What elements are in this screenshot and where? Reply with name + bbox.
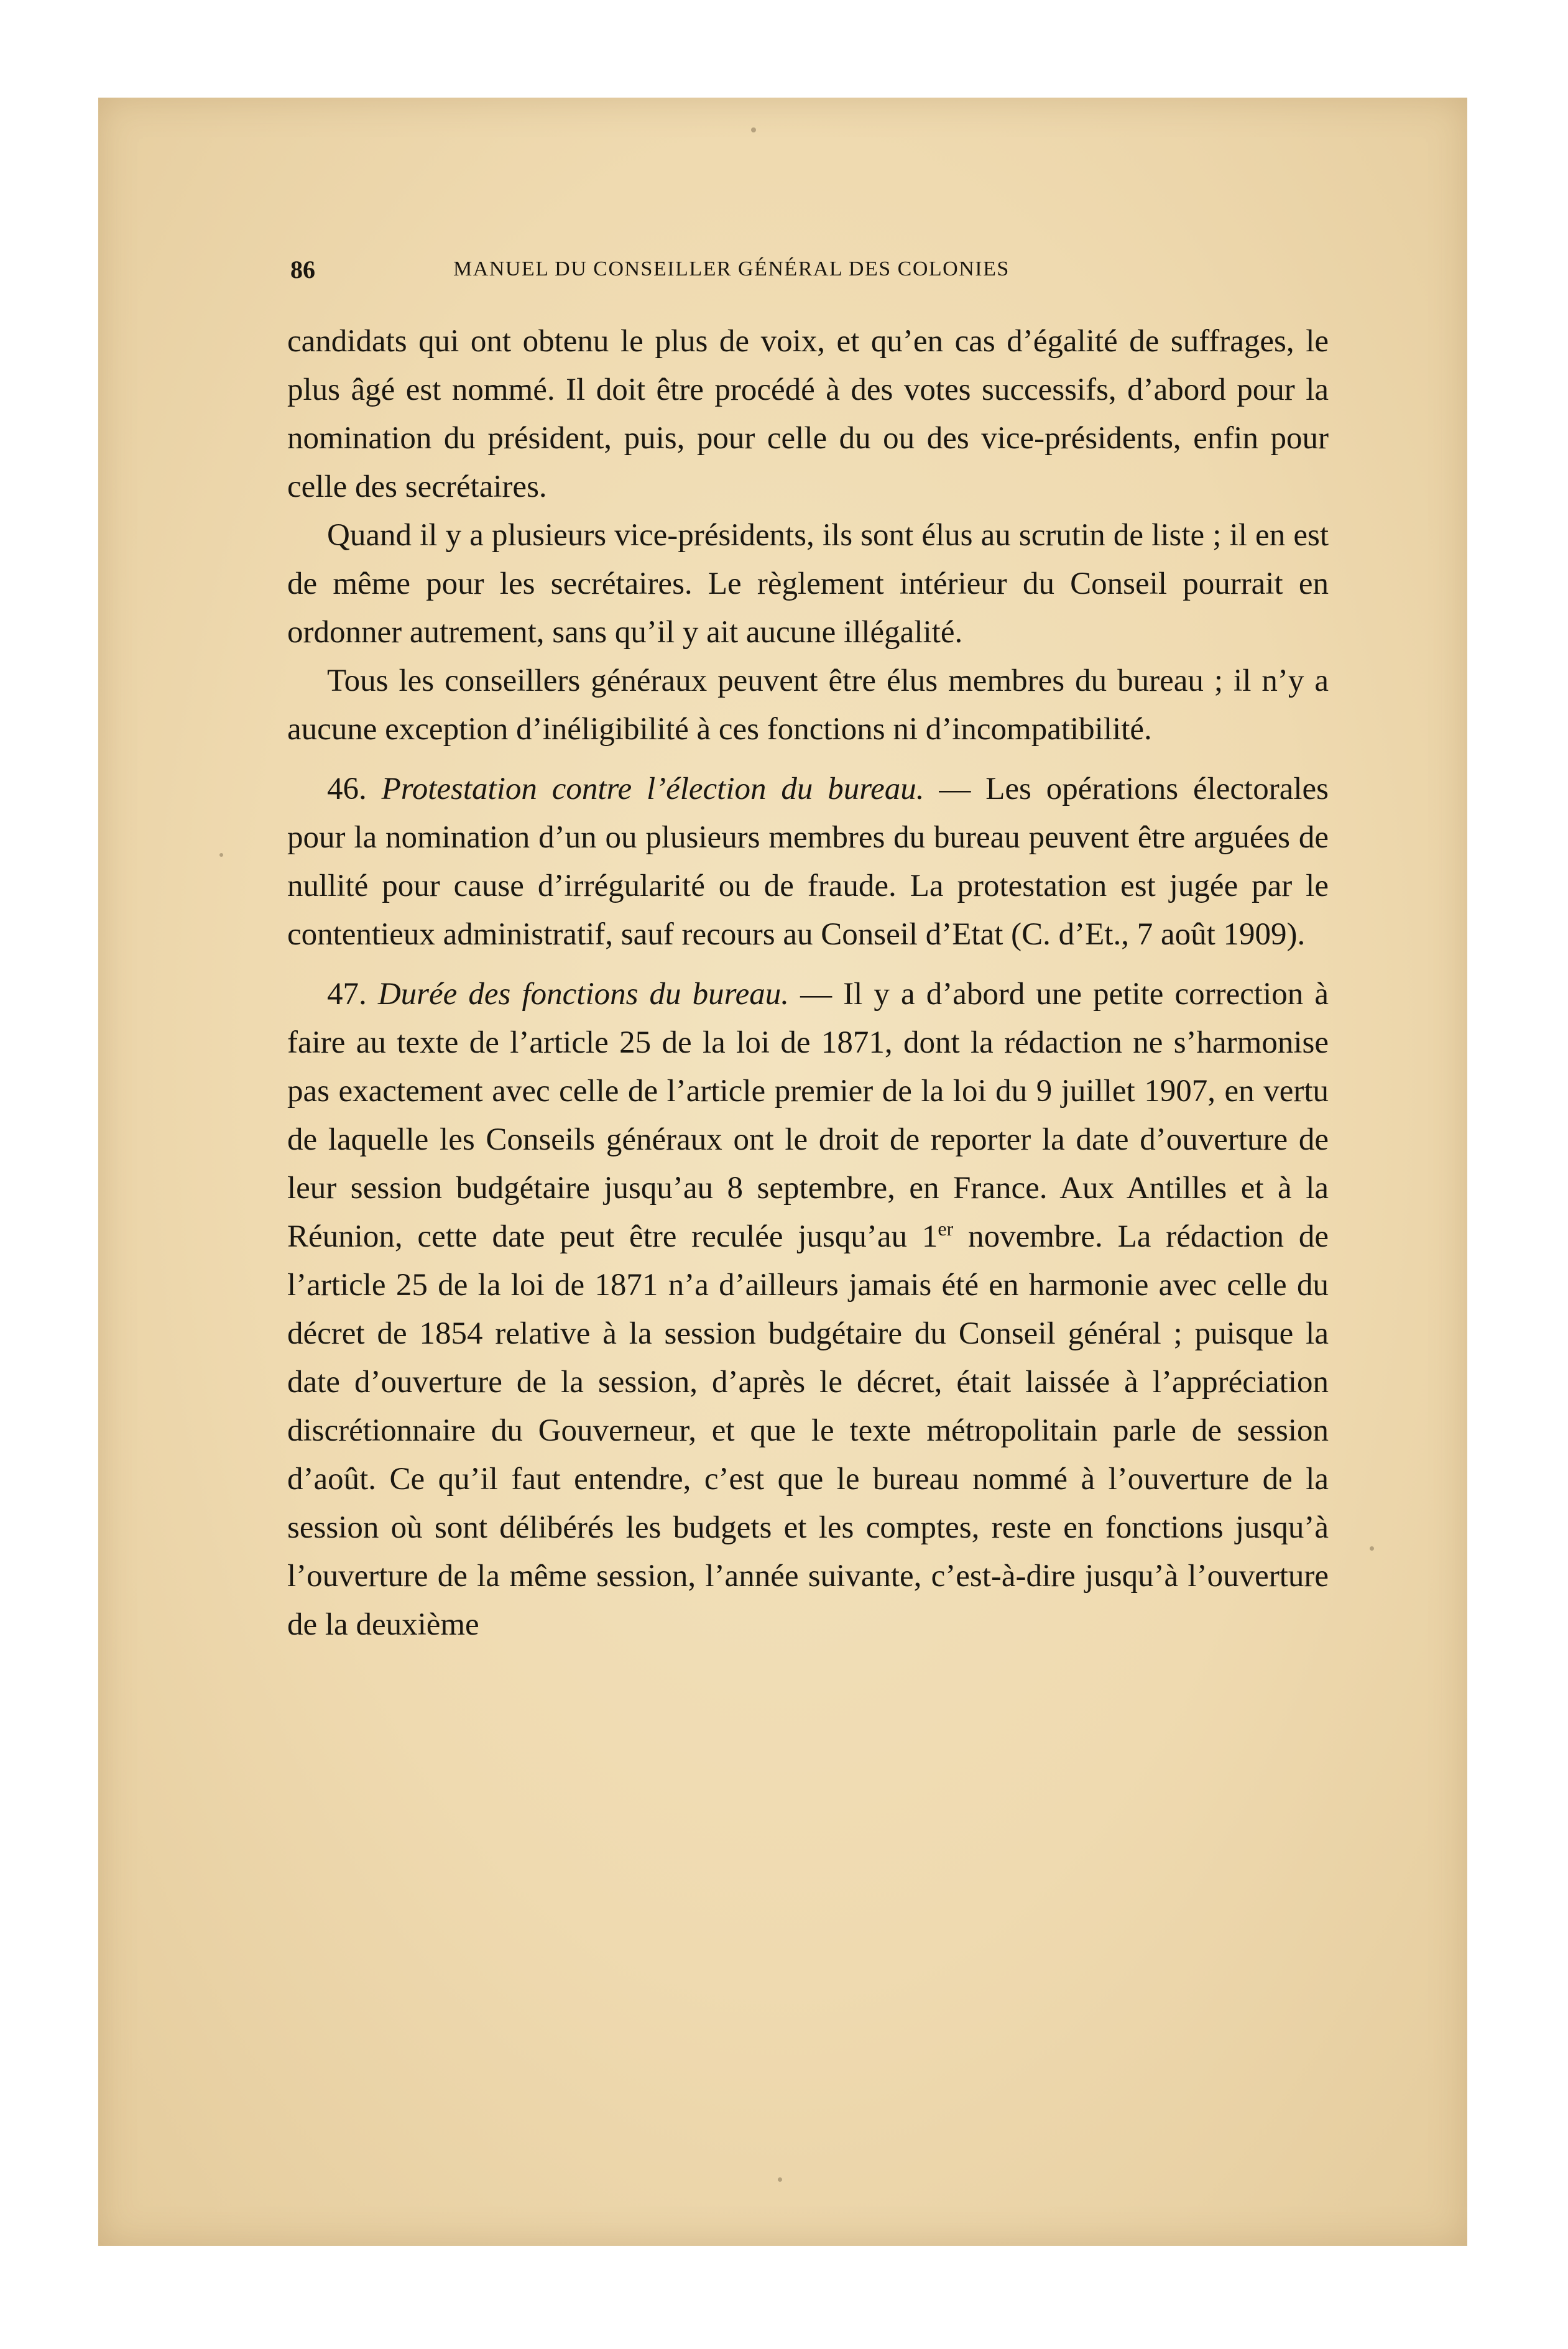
section-dash: — xyxy=(800,977,832,1012)
section-title: Durée des fonctions du bureau. xyxy=(377,977,789,1012)
running-title: MANUEL DU CONSEILLER GÉNÉRAL DES COLONIES xyxy=(453,257,1010,280)
ordinal-superscript: er xyxy=(938,1217,954,1240)
paragraph-vice-presidents: Quand il y a plusieurs vice-présidents, ils sont élus au scrutin de liste ; il en est de même pour les secrétaires. Le règlement intérieur du Conseil pourrait en ordonner autrement, sans qu’il y ait aucune illégalité. xyxy=(287,518,1329,650)
paper-speck xyxy=(751,127,756,132)
running-header xyxy=(290,255,1322,286)
section-number: 47. xyxy=(327,977,367,1012)
page-number: 86 xyxy=(290,256,315,284)
paper-speck xyxy=(219,853,223,857)
section-text-b: novembre. La rédaction de l’article 25 de la loi de 1871 n’a d’ailleurs jamais été en harmonie avec celle du décret de 1854 relative à la session budgétaire du Conseil général ; puisque la date d’ouverture de la session, d’après le décret, était laissée à l’appréciation discrétionnaire du Gouverneur, et que le texte métropolitain parle de session d’août. Ce qu’il faut entendre, c’est que le bureau nommé à l’ouverture de la session où sont délibérés les budgets et les comptes, reste en fonctions jusqu’à l’ouverture de la même session, l’année suivante, c’est-à-dire jusqu’à l’ouverture de la deuxième xyxy=(287,1219,1329,1642)
paragraph-continuation: candidats qui ont obtenu le plus de voix, et qu’en cas d’égalité de suffrages, le plus âgé est nommé. Il doit être procédé à des votes successifs, d’abord pour la nomination du président, puis, pour celle du ou des vice-présidents, enfin pour celle des secrétaires. xyxy=(287,324,1329,504)
section-text-a: Il y a d’abord une petite correction à faire au texte de l’article 25 de la loi de 1871, dont la rédaction ne s’harmonise pas exactement avec celle de l’article premier de la loi du 9 juillet 1907, en vertu de laquelle les Conseils généraux ont le droit de reporter la date d’ouverture de leur session budgétaire jusqu’au 8 septembre, en France. Aux Antilles et à la Réunion, cette date peut être reculée jusqu’au 1 xyxy=(287,977,1329,1254)
page-body xyxy=(287,317,1329,1649)
section-number: 46. xyxy=(327,772,367,806)
paragraph-eligibility: Tous les conseillers généraux peuvent être élus membres du bureau ; il n’y a aucune exception d’inéligibilité à ces fonctions ni d’incompatibilité. xyxy=(287,663,1329,747)
paper-speck xyxy=(778,2177,782,2182)
section-title: Protestation contre l’élection du bureau. xyxy=(381,772,925,806)
section-dash: — xyxy=(939,772,971,806)
paper-speck xyxy=(1370,1546,1374,1551)
section-46 xyxy=(287,765,1329,959)
section-47 xyxy=(287,970,1329,1649)
section-text: Les opérations électorales pour la nomination d’un ou plusieurs membres du bureau peuvent être arguées de nullité pour cause d’irrégularité ou de fraude. La protestation est jugée par le contentieux administratif, sauf recours au Conseil d’Etat (C. d’Et., 7 août 1909). xyxy=(287,772,1329,952)
